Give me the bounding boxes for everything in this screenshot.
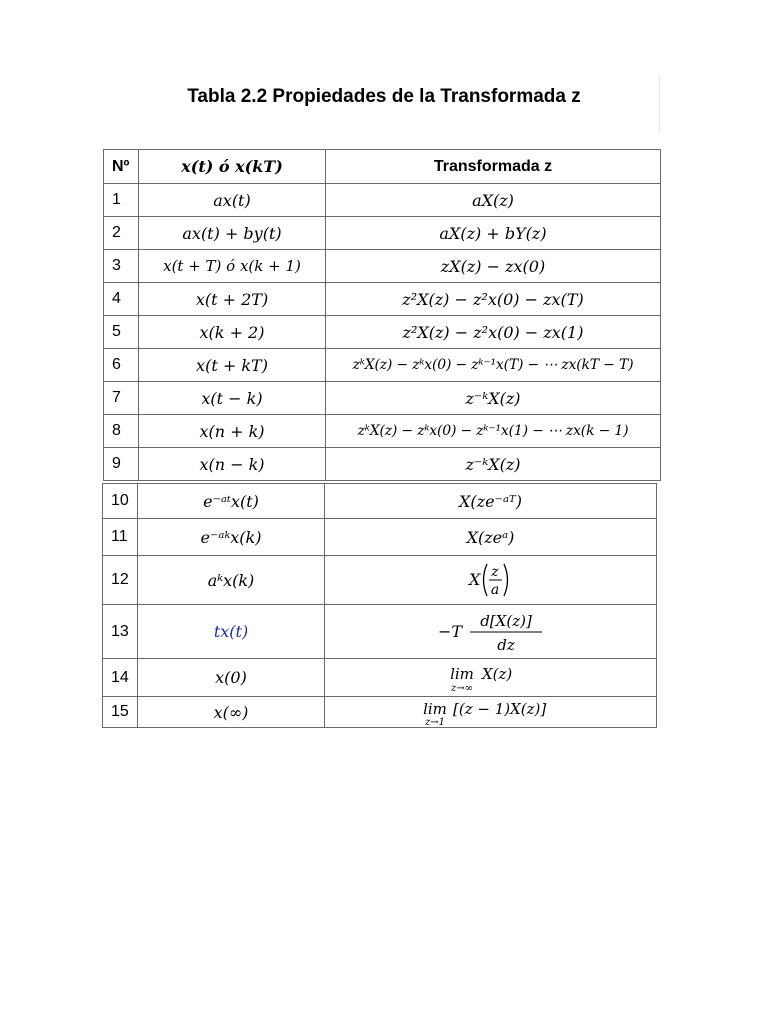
time-expression: ax(t) + by(t) (139, 217, 326, 250)
row-number: 13 (103, 605, 138, 659)
time-expression: e⁻ᵃᵏx(k) (138, 519, 325, 556)
table-row (103, 519, 657, 556)
row-number: 12 (103, 556, 138, 605)
table-row (104, 448, 661, 481)
table-row (103, 556, 657, 605)
table-row (103, 605, 657, 659)
table-row (103, 697, 657, 728)
fraction-graphic (461, 558, 521, 602)
row-number: 6 (104, 349, 139, 382)
left-paren-shape (483, 564, 487, 596)
fraction-numerator: z (490, 564, 499, 580)
time-expression: aᵏx(k) (138, 556, 325, 605)
z-expression: X(ze⁻ᵃᵀ) (325, 484, 657, 519)
right-paren-shape (504, 564, 508, 596)
limit-graphic (446, 661, 536, 695)
header-z-transform: Transformada z (326, 150, 661, 184)
table-header-row (104, 150, 661, 184)
z-expression: z⁻ᵏX(z) (326, 448, 661, 481)
z-expression: z²X(z) − z²x(0) − zx(1) (326, 316, 661, 349)
row-number: 5 (104, 316, 139, 349)
z-expression: zᵏX(z) − zᵏx(0) − zᵏ⁻¹x(1) − ⋯ zx(k − 1) (326, 415, 661, 448)
derivative-numerator: d[X(z)] (479, 611, 532, 630)
row-number: 10 (103, 484, 138, 519)
row-number: 2 (104, 217, 139, 250)
fraction-denominator: a (490, 582, 499, 598)
row-number: 8 (104, 415, 139, 448)
z-expression-limit (325, 697, 657, 728)
z-expression: aX(z) (326, 184, 661, 217)
table-row (104, 316, 661, 349)
time-expression: x(n + k) (139, 415, 326, 448)
z-expression: zX(z) − zx(0) (326, 250, 661, 283)
limit-subscript: z→1 (424, 717, 445, 727)
row-number: 9 (104, 448, 139, 481)
z-expression-fraction (325, 556, 657, 605)
z-expression: aX(z) + bY(z) (326, 217, 661, 250)
derivative-graphic (436, 608, 546, 656)
time-expression: ax(t) (139, 184, 326, 217)
limit-argument: [(z − 1)X(z)] (452, 700, 546, 718)
table-row (103, 659, 657, 697)
limit-operator: lim (449, 664, 474, 683)
properties-table-part-2 (102, 483, 657, 728)
z-expression: z⁻ᵏX(z) (326, 382, 661, 415)
table-row (104, 415, 661, 448)
limit-graphic (421, 697, 561, 727)
limit-argument: X(z) (481, 664, 512, 683)
time-expression: x(t + T) ó x(k + 1) (139, 250, 326, 283)
page-title: Tabla 2.2 Propiedades de la Transformada z (187, 86, 581, 107)
row-number: 1 (104, 184, 139, 217)
z-expression: X(zeᵃ) (325, 519, 657, 556)
header-number: Nº (104, 150, 139, 184)
table-row (104, 283, 661, 316)
z-expression-limit (325, 659, 657, 697)
table-row (104, 184, 661, 217)
time-expression: x(t + 2T) (139, 283, 326, 316)
time-expression: x(∞) (138, 697, 325, 728)
row-number: 11 (103, 519, 138, 556)
row-number: 15 (103, 697, 138, 728)
table-row (104, 217, 661, 250)
derivative-denominator: dz (496, 635, 515, 654)
properties-table-part-1 (103, 149, 661, 481)
table-row (104, 349, 661, 382)
z-expression-derivative (325, 605, 657, 659)
table-row (104, 382, 661, 415)
z-expression: z²X(z) − z²x(0) − zx(T) (326, 283, 661, 316)
limit-operator: lim (422, 700, 447, 718)
time-expression: x(t − k) (139, 382, 326, 415)
time-expression: x(t + kT) (139, 349, 326, 382)
fraction-prefix: X (468, 570, 480, 589)
table-row (103, 484, 657, 519)
derivative-prefix: −T (437, 621, 462, 641)
row-number: 7 (104, 382, 139, 415)
time-expression: e⁻ᵃᵗx(t) (138, 484, 325, 519)
time-expression: x(k + 2) (139, 316, 326, 349)
row-number: 14 (103, 659, 138, 697)
time-expression: x(0) (138, 659, 325, 697)
time-expression: tx(t) (138, 605, 325, 659)
header-time-function: x(t) ó x(kT) (139, 150, 326, 184)
row-number: 3 (104, 250, 139, 283)
table-row (104, 250, 661, 283)
limit-subscript: z→∞ (450, 682, 473, 694)
row-number: 4 (104, 283, 139, 316)
time-expression: x(n − k) (139, 448, 326, 481)
z-expression: zᵏX(z) − zᵏx(0) − zᵏ⁻¹x(T) − ⋯ zx(kT − T) (326, 349, 661, 382)
